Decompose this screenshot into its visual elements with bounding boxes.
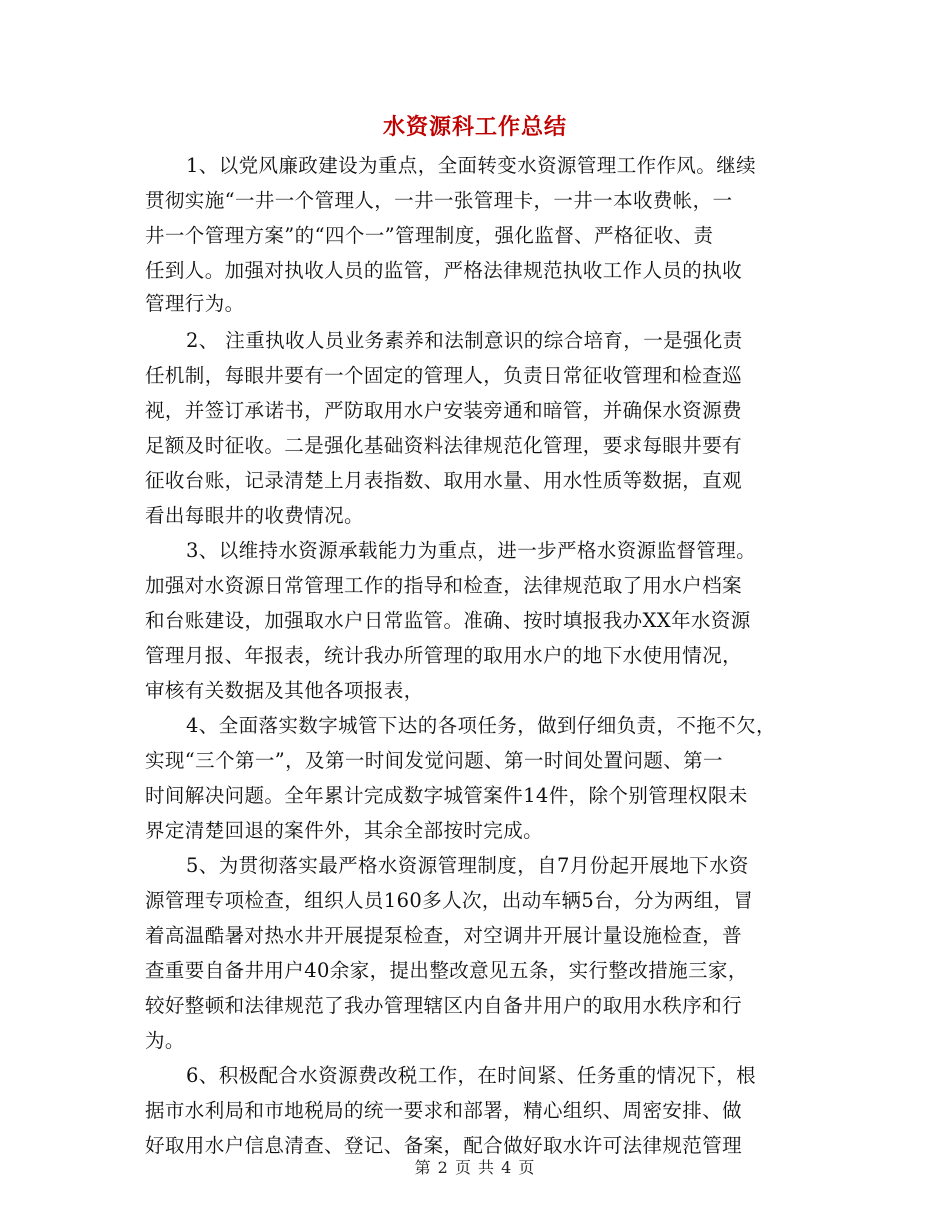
document-title: 水资源科工作总结 [382,114,567,140]
body-line: 管理月报、年报表，统计我办所管理的取用水户的地下水使用情况， [145,644,743,667]
body-line: 审核有关数据及其他各项报表， [145,679,424,702]
body-line: 时间解决问题。全年累计完成数字城管案件14件，除个别管理权限未 [145,784,748,807]
body-line: 1、以党风廉政建设为重点，全面转变水资源管理工作作风。继续 [186,154,757,177]
body-line: 管理行为。 [145,292,245,315]
body-line: 着高温酷暑对热水井开展提泵检查，对空调井开展计量设施检查，普 [145,924,743,947]
body-line: 源管理专项检查，组织人员160多人次，出动车辆5台，分为两组，冒 [145,889,754,912]
body-line: 查重要自备井用户40余家，提出整改意见五条，实行整改措施三家， [145,959,748,982]
body-line: 实现“三个第一”，及第一时间发觉问题、第一时间处置问题、第一 [145,749,723,772]
body-line: 看出每眼井的收费情况。 [145,504,364,527]
body-line: 2、 注重执收人员业务素养和法制意识的综合培育，一是强化责 [186,329,743,352]
page-number-footer: 第 2 页 共 4 页 [414,1158,536,1177]
body-line: 加强对水资源日常管理工作的指导和检查，法律规范取了用水户档案 [145,574,743,597]
body-line: 为。 [145,1029,185,1052]
body-line: 较好整顿和法律规范了我办管理辖区内自备井用户的取用水秩序和行 [145,994,743,1017]
body-line: 征收台账，记录清楚上月表指数、取用水量、用水性质等数据，直观 [145,469,743,492]
body-line: 4、全面落实数字城管下达的各项任务，做到仔细负责，不拖不欠， [186,714,776,737]
body-line: 足额及时征收。二是强化基础资料法律规范化管理，要求每眼井要有 [145,434,743,457]
body-line: 和台账建设，加强取水户日常监管。准确、按时填报我办XX年水资源 [145,609,751,632]
body-line: 据市水利局和市地税局的统一要求和部署，精心组织、周密安排、做 [145,1099,743,1122]
body-line: 6、积极配合水资源费改税工作，在时间紧、任务重的情况下，根 [186,1064,757,1087]
body-line: 任机制，每眼井要有一个固定的管理人，负责日常征收管理和检查巡 [145,364,743,387]
body-line: 贯彻实施“一井一个管理人，一井一张管理卡，一井一本收费帐，一 [145,189,733,212]
body-line: 3、以维持水资源承载能力为重点，进一步严格水资源监督管理。 [186,539,757,562]
body-line: 好取用水户信息清查、登记、备案，配合做好取水许可法律规范管理 [145,1134,743,1157]
body-line: 5、为贯彻落实最严格水资源管理制度，自7月份起开展地下水资 [186,854,749,877]
body-line: 井一个管理方案”的“四个一”管理制度，强化监督、严格征收、责 [145,224,714,247]
body-line: 任到人。加强对执收人员的监管，严格法律规范执收工作人员的执收 [145,259,743,282]
body-line: 界定清楚回退的案件外，其余全部按时完成。 [145,819,544,842]
body-line: 视，并签订承诺书，严防取用水户安装旁通和暗管，并确保水资源费 [145,399,743,422]
